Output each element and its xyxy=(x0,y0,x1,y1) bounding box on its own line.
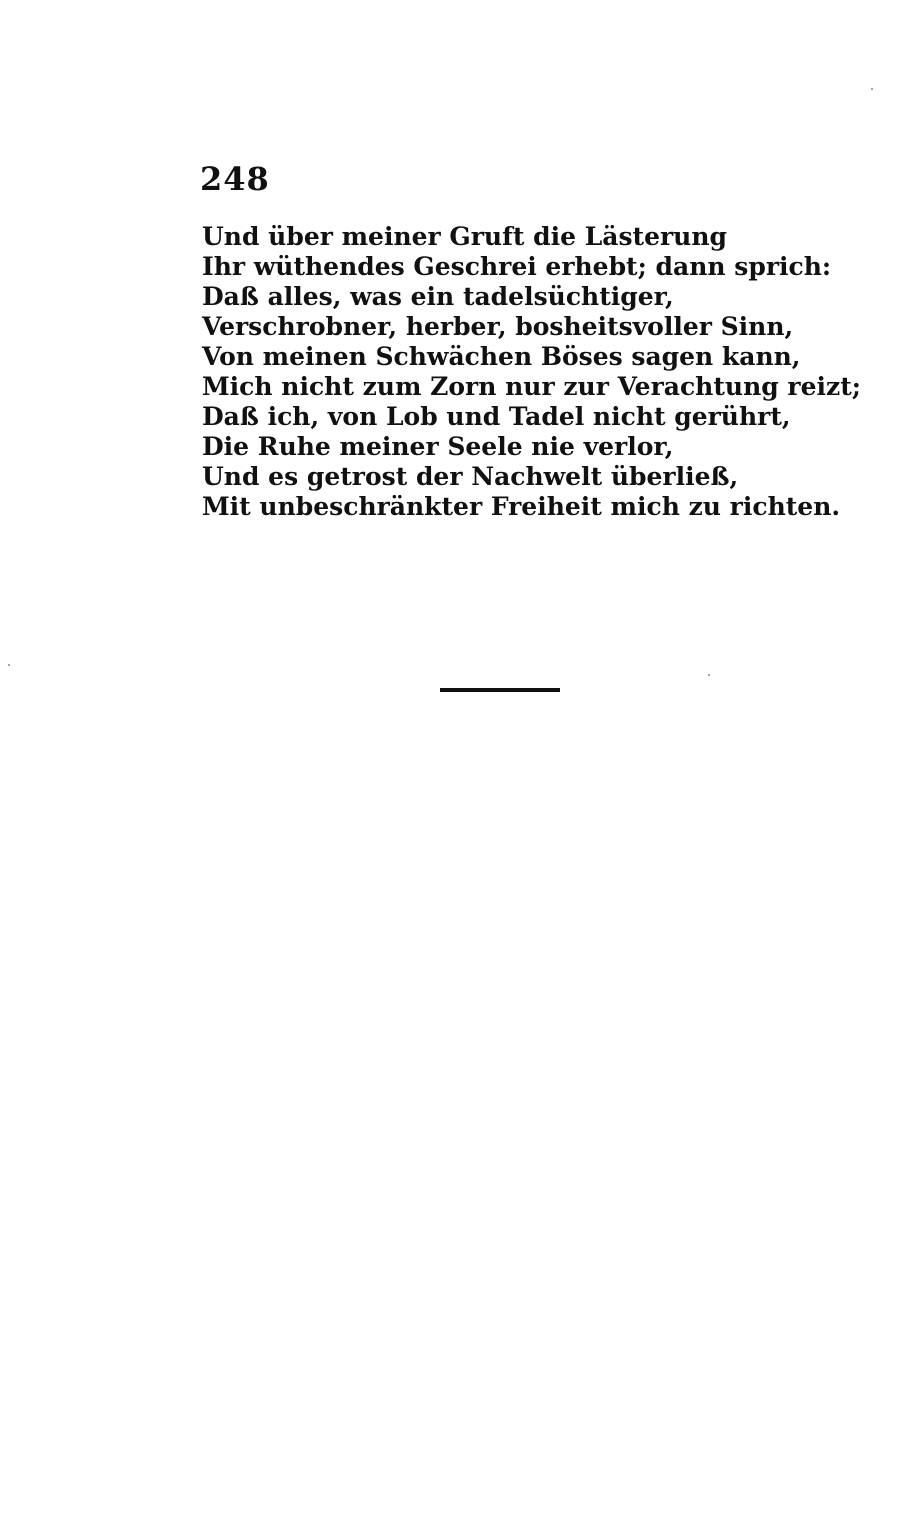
poem-line: Mit unbeschränkter Freiheit mich zu richten. xyxy=(202,492,841,521)
poem-text xyxy=(202,222,861,522)
poem-line: Daß ich, von Lob und Tadel nicht gerührt, xyxy=(202,402,791,431)
page-number: 248 xyxy=(200,160,270,198)
poem-line: Und es getrost der Nachwelt überließ, xyxy=(202,462,739,491)
poem-line: Verschrobner, herber, bosheitsvoller Sinn, xyxy=(202,312,794,341)
poem-line: Und über meiner Gruft die Lästerung xyxy=(202,222,728,251)
paper-speck xyxy=(871,88,873,90)
poem-line: Mich nicht zum Zorn nur zur Verachtung reizt; xyxy=(202,372,861,401)
end-rule xyxy=(440,688,560,692)
poem-line: Ihr wüthendes Geschrei erhebt; dann sprich: xyxy=(202,252,832,281)
poem-line: Von meinen Schwächen Böses sagen kann, xyxy=(202,342,801,371)
poem-line: Die Ruhe meiner Seele nie verlor, xyxy=(202,432,674,461)
paper-speck xyxy=(8,664,10,666)
poem-line: Daß alles, was ein tadelsüchtiger, xyxy=(202,282,674,311)
paper-speck xyxy=(708,674,710,676)
